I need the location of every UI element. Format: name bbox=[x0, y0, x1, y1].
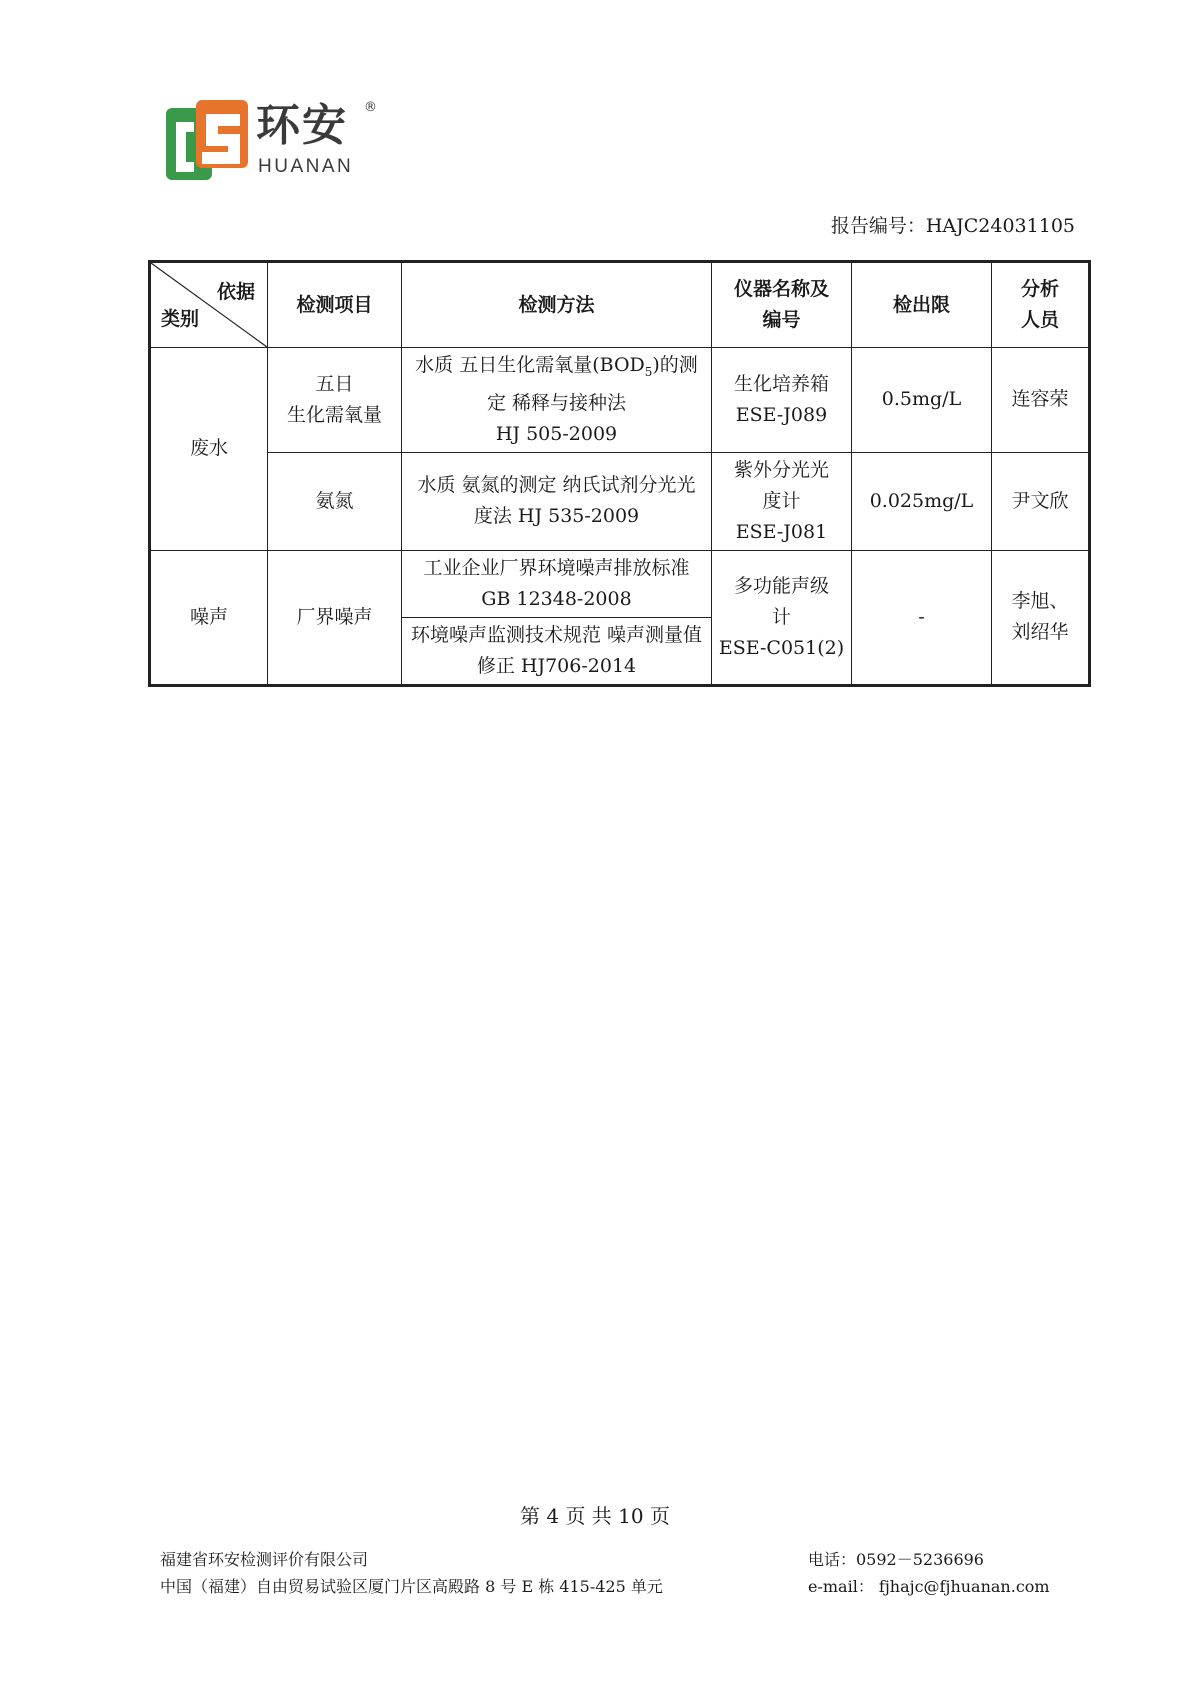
header-instrument bbox=[712, 262, 852, 348]
instrument-line2: ESE-J089 bbox=[735, 403, 828, 426]
instrument-cell bbox=[712, 550, 852, 685]
logo-english-name: HUANAN bbox=[258, 156, 354, 177]
instrument-line1: 生化培养箱 bbox=[733, 372, 829, 395]
header-item: 检测项目 bbox=[268, 262, 402, 348]
instrument-line2: 度计 bbox=[762, 489, 801, 512]
item-cell bbox=[268, 348, 402, 453]
report-number: 报告编号：HAJC24031105 bbox=[830, 215, 1075, 237]
method-text-continued: )的测定 稀释与接种法 bbox=[486, 354, 698, 414]
instrument-line3: ESE-J081 bbox=[735, 520, 828, 543]
logo-chinese-name: 环安 bbox=[256, 100, 348, 151]
instrument-cell bbox=[712, 348, 852, 453]
item-line2: 生化需氧量 bbox=[286, 403, 382, 426]
method-subscript: 5 bbox=[644, 364, 653, 379]
diagonal-header-cell bbox=[150, 262, 268, 348]
header-instrument-line2: 编号 bbox=[762, 309, 801, 331]
table-row bbox=[150, 348, 1090, 453]
table-row bbox=[150, 452, 1090, 550]
analyst-line2: 刘绍华 bbox=[1011, 621, 1069, 644]
company-logo bbox=[166, 100, 376, 182]
page-number: 第 4 页 共 10 页 bbox=[520, 1504, 670, 1528]
item-cell: 氨氮 bbox=[268, 452, 402, 550]
method-cell: 工业企业厂界环境噪声排放标准 GB 12348-2008 bbox=[402, 550, 712, 617]
footer-contact-info bbox=[808, 1546, 1050, 1600]
method-cell: 环境噪声监测技术规范 噪声测量值修正 HJ706-2014 bbox=[402, 617, 712, 685]
header-analyst-line2: 人员 bbox=[1020, 309, 1059, 331]
header-instrument-line1: 仪器名称及 bbox=[733, 278, 829, 300]
header-method: 检测方法 bbox=[402, 262, 712, 348]
instrument-cell bbox=[712, 452, 852, 550]
instrument-line3: ESE-C051(2) bbox=[718, 636, 845, 659]
instrument-line2: 计 bbox=[771, 605, 791, 628]
instrument-line1: 紫外分光光 bbox=[733, 458, 829, 481]
header-category: 类别 bbox=[161, 308, 200, 330]
limit-cell: 0.025mg/L bbox=[852, 452, 992, 550]
item-cell: 厂界噪声 bbox=[268, 550, 402, 685]
limit-cell: - bbox=[852, 550, 992, 685]
analyst-cell: 连容荣 bbox=[992, 348, 1090, 453]
testing-methods-table bbox=[148, 260, 1091, 687]
category-cell: 废水 bbox=[150, 348, 268, 551]
email-address: e-mail： fjhajc@fjhuanan.com bbox=[808, 1577, 1050, 1596]
method-text: 水质 五日生化需氧量(BOD bbox=[415, 354, 645, 376]
instrument-line1: 多功能声级 bbox=[733, 574, 829, 597]
registered-mark: ® bbox=[364, 100, 377, 115]
company-address: 中国（福建）自由贸易试验区厦门片区高殿路 8 号 E 栋 415-425 单元 bbox=[160, 1577, 663, 1596]
phone-number: 电话：0592－5236696 bbox=[808, 1550, 984, 1569]
table-header-row bbox=[150, 262, 1090, 348]
company-name: 福建省环安检测评价有限公司 bbox=[160, 1550, 369, 1569]
huanan-logo-icon bbox=[166, 100, 248, 182]
header-analyst-line1: 分析 bbox=[1020, 278, 1059, 300]
footer-company-info bbox=[160, 1546, 663, 1600]
item-line1: 五日 bbox=[315, 372, 354, 395]
analyst-cell bbox=[992, 550, 1090, 685]
header-basis: 依据 bbox=[216, 281, 255, 303]
header-detection-limit: 检出限 bbox=[852, 262, 992, 348]
method-cell bbox=[402, 348, 712, 453]
analyst-line1: 李旭、 bbox=[1011, 590, 1069, 613]
method-standard: HJ 505-2009 bbox=[495, 422, 618, 445]
header-analyst bbox=[992, 262, 1090, 348]
category-cell: 噪声 bbox=[150, 550, 268, 685]
method-cell: 水质 氨氮的测定 纳氏试剂分光光度法 HJ 535-2009 bbox=[402, 452, 712, 550]
analyst-cell: 尹文欣 bbox=[992, 452, 1090, 550]
table-row bbox=[150, 550, 1090, 617]
limit-cell: 0.5mg/L bbox=[852, 348, 992, 453]
